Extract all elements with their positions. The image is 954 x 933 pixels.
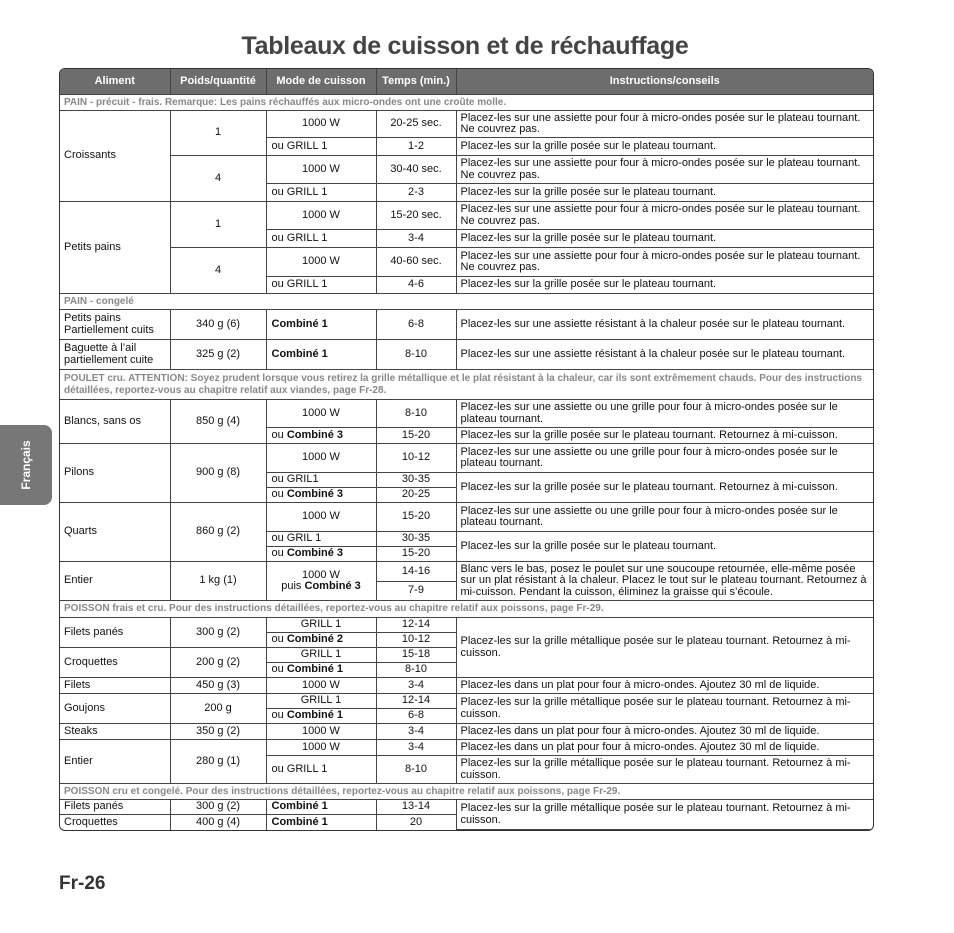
- time-cell: 15-20: [376, 428, 456, 444]
- food-cell: Baguette à l’ail partiellement cuite: [60, 340, 170, 370]
- time-cell: 7-9: [376, 582, 456, 601]
- mode-cell: 1000 W: [266, 724, 376, 740]
- table-row: [60, 503, 873, 532]
- instruction-cell: Blanc vers le bas, posez le poulet sur une soucoupe retournée, elle-même posée sur un plat résistant à la chaleur. Placez le tout sur le plateau tournant. Retournez à mi-cuisson. Pendant la cuisson, éliminez la graisse qui s’écoule.: [456, 562, 873, 601]
- time-cell: 12-14: [376, 694, 456, 709]
- mode-cell: 1000 W: [266, 202, 376, 230]
- weight-cell: 280 g (1): [170, 740, 266, 784]
- mode-cell: Combiné 1: [266, 340, 376, 370]
- mode-cell: ou Combiné 1: [266, 709, 376, 724]
- mode-cell: ou Combiné 3: [266, 488, 376, 503]
- instruction-cell: Placez-les sur une assiette résistant à la chaleur posée sur le plateau tournant.: [456, 340, 873, 370]
- weight-cell: 300 g (2): [170, 618, 266, 648]
- weight-cell: 1: [170, 111, 266, 156]
- section-header: PAIN - congelé: [60, 294, 873, 310]
- food-cell: Entier: [60, 740, 170, 784]
- instruction-cell: Placez-les sur une assiette pour four à micro-ondes posée sur le plateau tournant. Ne couvrez pas.: [456, 156, 873, 184]
- time-cell: 12-14: [376, 618, 456, 633]
- mode-cell: GRILL 1: [266, 618, 376, 633]
- table-row: [60, 111, 873, 138]
- weight-cell: 4: [170, 156, 266, 202]
- weight-cell: 900 g (8): [170, 444, 266, 503]
- weight-cell: 1: [170, 202, 266, 248]
- mode-cell: ou GRILL 1: [266, 184, 376, 202]
- time-cell: 15-18: [376, 648, 456, 663]
- time-cell: 3-4: [376, 740, 456, 756]
- section-header: POISSON frais et cru. Pour des instructions détaillées, reportez-vous au chapitre relatif aux poissons, page Fr-29.: [60, 601, 873, 618]
- mode-cell: 1000 W: [266, 156, 376, 184]
- table-row: [60, 310, 873, 340]
- food-cell: Goujons: [60, 694, 170, 724]
- time-cell: 20-25 sec.: [376, 111, 456, 138]
- weight-cell: 860 g (2): [170, 503, 266, 562]
- time-cell: 10-12: [376, 633, 456, 648]
- time-cell: 30-35: [376, 473, 456, 488]
- mode-cell: 1000 W: [266, 678, 376, 694]
- mode-cell: ou GRILL 1: [266, 756, 376, 784]
- mode-cell: 1000 W: [266, 444, 376, 473]
- instruction-cell: Placez-les sur une assiette ou une grille pour four à micro-ondes posée sur le plateau tournant.: [456, 400, 873, 428]
- page-number: Fr-26: [59, 873, 106, 894]
- time-cell: 13-14: [376, 800, 456, 815]
- time-cell: 1-2: [376, 138, 456, 156]
- mode-cell: 1000 W: [266, 111, 376, 138]
- instruction-cell: Placez-les sur une assiette ou une grille pour four à micro-ondes posée sur le plateau tournant.: [456, 503, 873, 532]
- time-cell: 8-10: [376, 663, 456, 678]
- col-header-instructions: Instructions/conseils: [456, 69, 873, 95]
- time-cell: 14-16: [376, 562, 456, 582]
- mode-cell: GRILL 1: [266, 694, 376, 709]
- instruction-cell: Placez-les dans un plat pour four à micro-ondes. Ajoutez 30 ml de liquide.: [456, 740, 873, 756]
- instruction-cell: Placez-les sur la grille métallique posée sur le plateau tournant. Retournez à mi-cuisson.: [456, 694, 873, 724]
- mode-cell: ou GRILL 1: [266, 138, 376, 156]
- table-row: [60, 248, 873, 277]
- instruction-cell: Placez-les sur une assiette pour four à micro-ondes posée sur le plateau tournant. Ne couvrez pas.: [456, 202, 873, 230]
- table-row: [60, 800, 873, 815]
- cooking-table: [60, 69, 873, 830]
- instruction-cell: Placez-les sur la grille posée sur le plateau tournant.: [456, 277, 873, 294]
- mode-cell: 1000 W: [266, 740, 376, 756]
- mode-cell: ou Combiné 3: [266, 428, 376, 444]
- food-cell: Pilons: [60, 444, 170, 503]
- mode-cell: 1000 W: [266, 248, 376, 277]
- mode-cell: ou Combiné 1: [266, 663, 376, 678]
- weight-cell: 850 g (4): [170, 400, 266, 444]
- table-row: [60, 400, 873, 428]
- time-cell: 15-20: [376, 503, 456, 532]
- instruction-cell: Placez-les sur la grille posée sur le plateau tournant.: [456, 138, 873, 156]
- time-cell: 4-6: [376, 277, 456, 294]
- time-cell: 40-60 sec.: [376, 248, 456, 277]
- instruction-cell: Placez-les sur une assiette résistant à la chaleur posée sur le plateau tournant.: [456, 310, 873, 340]
- mode-cell: Combiné 1: [266, 310, 376, 340]
- weight-cell: 200 g (2): [170, 648, 266, 678]
- food-cell: Croquettes: [60, 815, 170, 830]
- food-cell: Blancs, sans os: [60, 400, 170, 444]
- weight-cell: 340 g (6): [170, 310, 266, 340]
- col-header-mode: Mode de cuisson: [266, 69, 376, 95]
- header-row: [60, 69, 873, 95]
- instruction-cell: Placez-les sur une assiette pour four à micro-ondes posée sur le plateau tournant. Ne couvrez pas.: [456, 111, 873, 138]
- mode-cell: ou GRILL 1: [266, 277, 376, 294]
- mode-cell: ou GRIL1: [266, 473, 376, 488]
- instruction-cell: Placez-les sur la grille posée sur le plateau tournant.: [456, 230, 873, 248]
- instruction-cell: Placez-les sur la grille métallique posée sur le plateau tournant. Retournez à mi-cuisson.: [456, 756, 873, 784]
- section-header: PAIN - précuit - frais. Remarque: Les pains réchauffés aux micro-ondes ont une croûte molle.: [60, 95, 873, 111]
- food-cell: Filets panés: [60, 618, 170, 648]
- food-cell: Steaks: [60, 724, 170, 740]
- language-tab-label: Français: [19, 440, 33, 490]
- table-row: [60, 678, 873, 694]
- instruction-cell: Placez-les sur la grille métallique posée sur le plateau tournant. Retournez à mi-cuisson.: [456, 800, 873, 830]
- table-row: [60, 562, 873, 582]
- mode-cell: Combiné 1: [266, 800, 376, 815]
- food-cell: Filets panés: [60, 800, 170, 815]
- weight-cell: 200 g: [170, 694, 266, 724]
- time-cell: 30-40 sec.: [376, 156, 456, 184]
- table-row: [60, 694, 873, 709]
- cooking-table-container: [59, 68, 874, 831]
- weight-cell: 450 g (3): [170, 678, 266, 694]
- food-cell: Entier: [60, 562, 170, 601]
- mode-cell: ou GRIL 1: [266, 532, 376, 547]
- instruction-cell: Placez-les sur la grille posée sur le plateau tournant.: [456, 184, 873, 202]
- food-cell: Croquettes: [60, 648, 170, 678]
- col-header-aliment: Aliment: [60, 69, 170, 95]
- food-cell: Croissants: [60, 111, 170, 202]
- time-cell: 20-25: [376, 488, 456, 503]
- mode-cell: ou GRILL 1: [266, 230, 376, 248]
- table-row: [60, 202, 873, 230]
- time-cell: 2-3: [376, 184, 456, 202]
- weight-cell: 300 g (2): [170, 800, 266, 815]
- weight-cell: 325 g (2): [170, 340, 266, 370]
- page-title: Tableaux de cuisson et de réchauffage: [241, 32, 689, 60]
- instruction-cell: Placez-les sur la grille métallique posée sur le plateau tournant. Retournez à mi-cuisson.: [456, 618, 873, 678]
- table-row: [60, 740, 873, 756]
- table-row: [60, 156, 873, 184]
- mode-cell: GRILL 1: [266, 648, 376, 663]
- time-cell: 3-4: [376, 724, 456, 740]
- time-cell: 8-10: [376, 340, 456, 370]
- mode-cell: 1000 W puis Combiné 3: [266, 562, 376, 601]
- mode-cell: Combiné 1: [266, 815, 376, 830]
- table-row: [60, 618, 873, 633]
- instruction-cell: Placez-les sur la grille posée sur le plateau tournant.: [456, 532, 873, 562]
- food-cell: Filets: [60, 678, 170, 694]
- time-cell: 10-12: [376, 444, 456, 473]
- mode-cell: 1000 W: [266, 503, 376, 532]
- time-cell: 15-20 sec.: [376, 202, 456, 230]
- instruction-cell: Placez-les dans un plat pour four à micro-ondes. Ajoutez 30 ml de liquide.: [456, 678, 873, 694]
- mode-cell: ou Combiné 3: [266, 547, 376, 562]
- table-row: [60, 340, 873, 370]
- col-header-poids: Poids/quantité: [170, 69, 266, 95]
- time-cell: 3-4: [376, 230, 456, 248]
- time-cell: 20: [376, 815, 456, 830]
- instruction-cell: Placez-les sur la grille posée sur le plateau tournant. Retournez à mi-cuisson.: [456, 428, 873, 444]
- section-header: POISSON cru et congelé. Pour des instructions détaillées, reportez-vous au chapitre relatif aux poissons, page Fr-29.: [60, 784, 873, 800]
- table-row: [60, 444, 873, 473]
- table-row: [60, 724, 873, 740]
- instruction-cell: Placez-les sur une assiette pour four à micro-ondes posée sur le plateau tournant. Ne couvrez pas.: [456, 248, 873, 277]
- food-cell: Quarts: [60, 503, 170, 562]
- time-cell: 8-10: [376, 756, 456, 784]
- time-cell: 3-4: [376, 678, 456, 694]
- instruction-cell: Placez-les dans un plat pour four à micro-ondes. Ajoutez 30 ml de liquide.: [456, 724, 873, 740]
- instruction-cell: Placez-les sur une assiette ou une grille pour four à micro-ondes posée sur le plateau tournant.: [456, 444, 873, 473]
- col-header-temps: Temps (min.): [376, 69, 456, 95]
- weight-cell: 350 g (2): [170, 724, 266, 740]
- weight-cell: 1 kg (1): [170, 562, 266, 601]
- mode-cell: ou Combiné 2: [266, 633, 376, 648]
- time-cell: 6-8: [376, 310, 456, 340]
- mode-cell: 1000 W: [266, 400, 376, 428]
- time-cell: 30-35: [376, 532, 456, 547]
- weight-cell: 400 g (4): [170, 815, 266, 830]
- food-cell: Petits pains: [60, 202, 170, 294]
- time-cell: 6-8: [376, 709, 456, 724]
- weight-cell: 4: [170, 248, 266, 294]
- language-tab: [0, 425, 52, 505]
- instruction-cell: Placez-les sur la grille posée sur le plateau tournant. Retournez à mi-cuisson.: [456, 473, 873, 503]
- section-header: POULET cru. ATTENTION: Soyez prudent lorsque vous retirez la grille métallique et le plat résistant à la chaleur, car ils sont extrêmement chauds. Pour des instructions détaillées, reportez-vous au chapitre relatif aux viandes, page Fr-28.: [60, 370, 873, 400]
- time-cell: 15-20: [376, 547, 456, 562]
- food-cell: Petits pains Partiellement cuits: [60, 310, 170, 340]
- time-cell: 8-10: [376, 400, 456, 428]
